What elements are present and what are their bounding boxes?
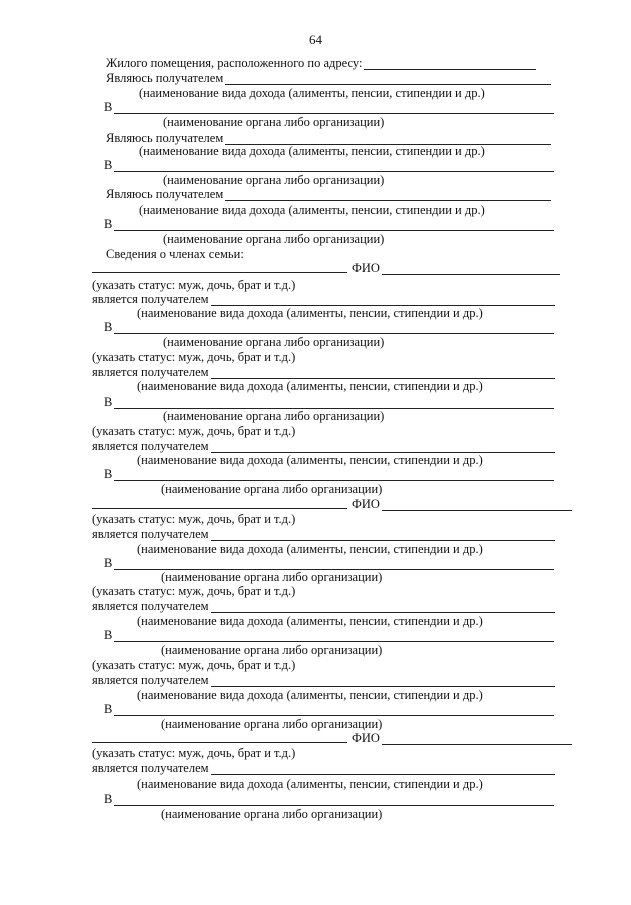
organization-hint: (наименование органа либо организации) — [161, 482, 383, 496]
page-number: 64 — [309, 32, 322, 47]
organization-row — [104, 703, 554, 716]
recipient-label: является получателем — [92, 761, 209, 775]
status-hint: (указать статус: муж, дочь, брат и т.д.) — [92, 584, 296, 598]
recipient-label: является получателем — [92, 673, 209, 687]
organization-row — [104, 396, 554, 409]
recipient-row — [92, 440, 555, 453]
fio-row — [352, 498, 572, 511]
status-field[interactable] — [92, 742, 347, 743]
status-hint: (указать статус: муж, дочь, брат и т.д.) — [92, 746, 296, 760]
fio-label: ФИО — [352, 731, 380, 745]
fio-field[interactable] — [382, 264, 560, 275]
recipient-label: является получателем — [92, 599, 209, 613]
address-field[interactable] — [364, 59, 536, 70]
in-label: В — [104, 395, 113, 409]
address-label: Жилого помещения, расположенного по адресу: — [106, 56, 363, 70]
income-type-field[interactable] — [211, 602, 555, 613]
fio-field[interactable] — [382, 500, 572, 511]
fio-label: ФИО — [352, 261, 380, 275]
status-hint: (указать статус: муж, дочь, брат и т.д.) — [92, 512, 296, 526]
address-row — [106, 57, 536, 70]
organization-row — [104, 159, 554, 172]
in-label: В — [104, 467, 113, 481]
recipient-row — [106, 132, 551, 145]
fio-row — [352, 262, 560, 275]
income-type-field[interactable] — [225, 74, 551, 85]
organization-field[interactable] — [114, 103, 554, 114]
income-hint: (наименование вида дохода (алименты, пенсии, стипендии и др.) — [137, 306, 483, 320]
income-hint: (наименование вида дохода (алименты, пенсии, стипендии и др.) — [137, 777, 483, 791]
organization-hint: (наименование органа либо организации) — [163, 115, 385, 129]
income-hint: (наименование вида дохода (алименты, пенсии, стипендии и др.) — [139, 203, 485, 217]
fio-field[interactable] — [382, 734, 572, 745]
in-label: В — [104, 158, 113, 172]
recipient-row — [106, 188, 551, 201]
organization-hint: (наименование органа либо организации) — [163, 335, 385, 349]
organization-field[interactable] — [114, 470, 554, 481]
income-hint: (наименование вида дохода (алименты, пенсии, стипендии и др.) — [137, 542, 483, 556]
organization-field[interactable] — [114, 161, 554, 172]
organization-row — [104, 468, 554, 481]
organization-row — [104, 793, 554, 806]
organization-field[interactable] — [114, 559, 554, 570]
income-type-field[interactable] — [211, 764, 555, 775]
income-type-field[interactable] — [225, 134, 551, 145]
status-field[interactable] — [92, 272, 347, 273]
organization-row — [104, 321, 554, 334]
in-label: В — [104, 792, 113, 806]
income-type-field[interactable] — [211, 676, 555, 687]
organization-row — [104, 557, 554, 570]
organization-field[interactable] — [114, 705, 554, 716]
organization-row — [104, 101, 554, 114]
in-label: В — [104, 702, 113, 716]
in-label: В — [104, 217, 113, 231]
status-hint: (указать статус: муж, дочь, брат и т.д.) — [92, 278, 296, 292]
organization-field[interactable] — [114, 795, 554, 806]
organization-hint: (наименование органа либо организации) — [161, 807, 383, 821]
organization-field[interactable] — [114, 220, 554, 231]
income-hint: (наименование вида дохода (алименты, пенсии, стипендии и др.) — [139, 144, 485, 158]
organization-field[interactable] — [114, 631, 554, 642]
income-type-field[interactable] — [225, 190, 551, 201]
status-field[interactable] — [92, 508, 347, 509]
income-hint: (наименование вида дохода (алименты, пенсии, стипендии и др.) — [139, 86, 485, 100]
recipient-row — [92, 293, 555, 306]
organization-hint: (наименование органа либо организации) — [163, 232, 385, 246]
fio-label: ФИО — [352, 497, 380, 511]
income-type-field[interactable] — [211, 530, 555, 541]
recipient-row — [92, 600, 555, 613]
in-label: В — [104, 628, 113, 642]
in-label: В — [104, 556, 113, 570]
organization-row — [104, 629, 554, 642]
recipient-row — [92, 674, 555, 687]
income-hint: (наименование вида дохода (алименты, пенсии, стипендии и др.) — [137, 379, 483, 393]
status-hint: (указать статус: муж, дочь, брат и т.д.) — [92, 658, 296, 672]
recipient-label: является получателем — [92, 365, 209, 379]
recipient-label: Являюсь получателем — [106, 187, 224, 201]
organization-hint: (наименование органа либо организации) — [161, 717, 383, 731]
income-hint: (наименование вида дохода (алименты, пенсии, стипендии и др.) — [137, 614, 483, 628]
recipient-row — [106, 72, 551, 85]
status-hint: (указать статус: муж, дочь, брат и т.д.) — [92, 424, 296, 438]
organization-row — [104, 218, 554, 231]
income-hint: (наименование вида дохода (алименты, пенсии, стипендии и др.) — [137, 453, 483, 467]
recipient-label: Являюсь получателем — [106, 131, 224, 145]
in-label: В — [104, 320, 113, 334]
recipient-row — [92, 528, 555, 541]
recipient-row — [92, 366, 555, 379]
recipient-label: является получателем — [92, 292, 209, 306]
organization-hint: (наименование органа либо организации) — [163, 173, 385, 187]
organization-field[interactable] — [114, 323, 554, 334]
income-hint: (наименование вида дохода (алименты, пенсии, стипендии и др.) — [137, 688, 483, 702]
organization-hint: (наименование органа либо организации) — [161, 643, 383, 657]
family-members-header: Сведения о членах семьи: — [106, 247, 244, 261]
organization-field[interactable] — [114, 398, 554, 409]
recipient-row — [92, 762, 555, 775]
organization-hint: (наименование органа либо организации) — [163, 409, 385, 423]
recipient-label: является получателем — [92, 527, 209, 541]
income-type-field[interactable] — [211, 368, 555, 379]
status-hint: (указать статус: муж, дочь, брат и т.д.) — [92, 350, 296, 364]
recipient-label: Являюсь получателем — [106, 71, 224, 85]
organization-hint: (наименование органа либо организации) — [161, 570, 383, 584]
fio-row — [352, 732, 572, 745]
income-type-field[interactable] — [211, 295, 555, 306]
recipient-label: является получателем — [92, 439, 209, 453]
in-label: В — [104, 100, 113, 114]
income-type-field[interactable] — [211, 442, 555, 453]
